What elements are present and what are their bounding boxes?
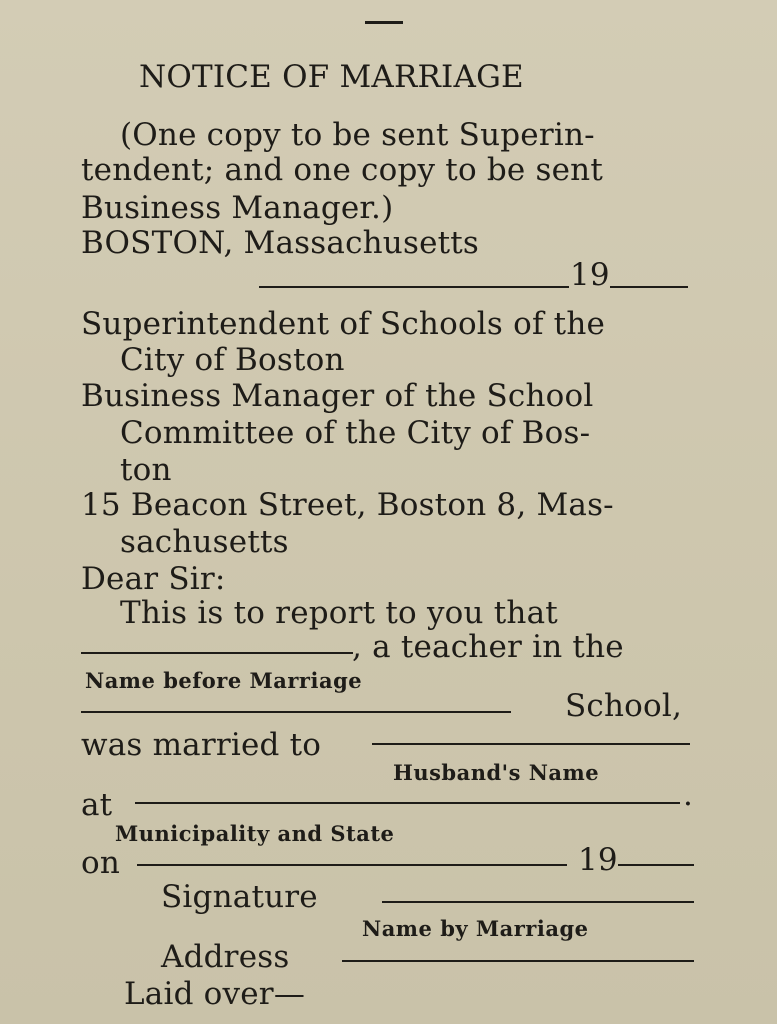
husband-name-blank[interactable]	[372, 743, 690, 745]
intro-line-1: (One copy to be sent Superin-	[120, 117, 595, 153]
addressee-line-1: Superintendent of Schools of the	[81, 306, 606, 342]
address-blank[interactable]	[342, 960, 694, 962]
municipality-label: Municipality and State	[115, 821, 395, 846]
marriage-year-blank[interactable]	[618, 864, 694, 866]
body-line-1: This is to report to you that	[120, 595, 558, 631]
school-blank[interactable]	[81, 711, 511, 713]
addressee-line-5: ton	[120, 452, 172, 488]
date-year-prefix: 19	[570, 257, 610, 293]
intro-line-3: Business Manager.)	[81, 190, 394, 226]
address-text: Address	[161, 939, 290, 975]
name-before-marriage-blank[interactable]	[81, 652, 353, 654]
addressee-line-6: 15 Beacon Street, Boston 8, Mas-	[81, 487, 614, 523]
signature-blank[interactable]	[382, 901, 694, 903]
signature-text: Signature	[161, 879, 318, 915]
marriage-year-prefix: 19	[578, 842, 618, 878]
addressee-line-7: sachusetts	[120, 524, 289, 560]
top-dash	[365, 21, 403, 24]
addressee-line-4: Committee of the City of Bos-	[120, 415, 591, 451]
name-before-marriage-label: Name before Marriage	[85, 668, 363, 693]
on-text: on	[81, 845, 121, 881]
married-text: was married to	[81, 727, 322, 763]
teacher-text: , a teacher in the	[352, 629, 624, 665]
laid-over-text: Laid over—	[124, 976, 306, 1012]
notice-title: NOTICE OF MARRIAGE	[139, 59, 524, 95]
date-blank-line	[259, 286, 569, 288]
husband-name-label: Husband's Name	[393, 760, 600, 785]
name-by-marriage-label: Name by Marriage	[362, 916, 589, 941]
marriage-date-blank[interactable]	[137, 864, 567, 866]
school-text: School,	[565, 688, 683, 724]
date-year-blank	[610, 286, 688, 288]
period: .	[683, 777, 694, 813]
intro-line-2: tendent; and one copy to be sent	[81, 152, 603, 188]
place-line: BOSTON, Massachusetts	[81, 225, 480, 261]
addressee-line-3: Business Manager of the School	[81, 378, 594, 414]
municipality-blank[interactable]	[135, 802, 680, 804]
at-text: at	[81, 787, 113, 823]
addressee-line-2: City of Boston	[120, 342, 345, 378]
salutation: Dear Sir:	[81, 561, 226, 597]
